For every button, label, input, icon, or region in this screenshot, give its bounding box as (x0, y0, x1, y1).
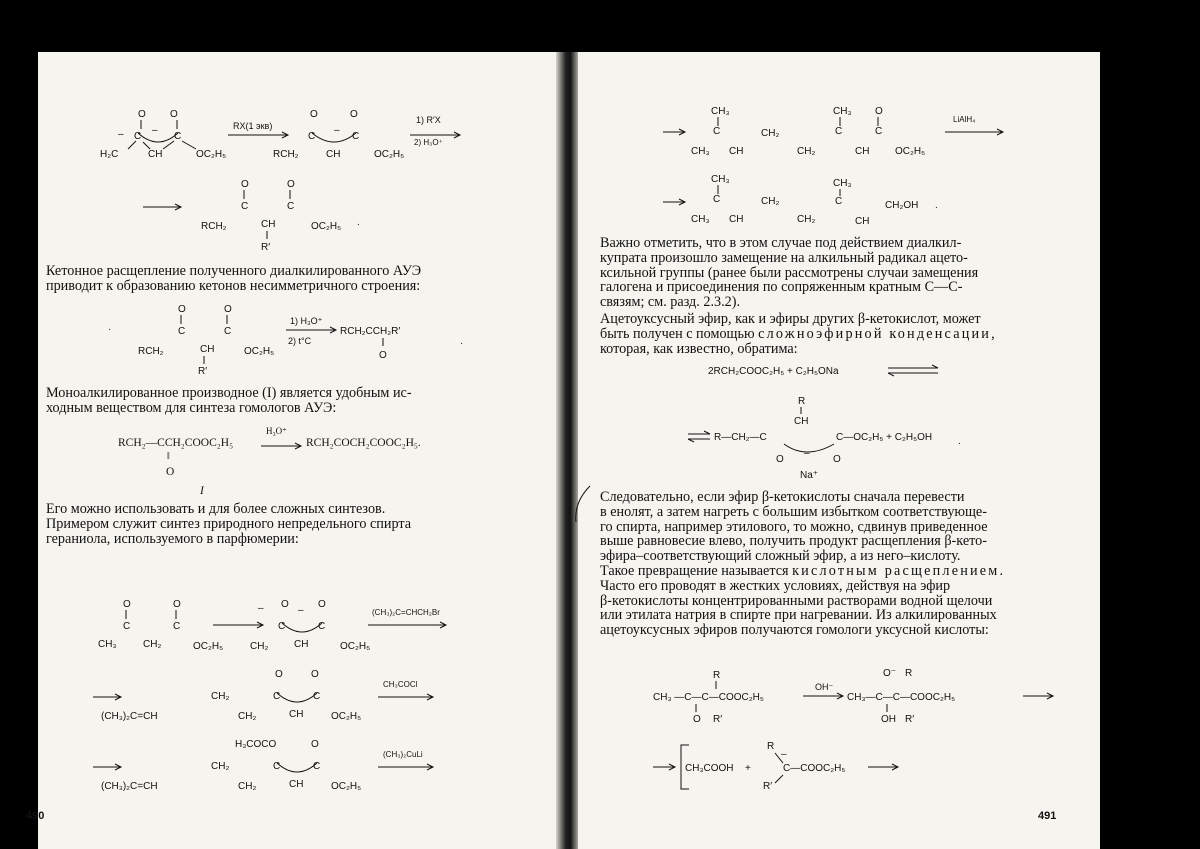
formula-reactant: RCH₂—CCH₂COOC₂H₅ (118, 437, 234, 449)
svg-text:OC₂H₅: OC₂H₅ (244, 346, 275, 357)
book-gutter (556, 52, 580, 849)
svg-text:O: O (350, 109, 358, 120)
paragraph-acetoacetic-ester (600, 312, 1080, 356)
svg-text:CH₂: CH₂ (250, 641, 269, 652)
svg-text:–: – (781, 749, 787, 760)
left-page (26, 52, 558, 849)
homolog-synthesis-formula (118, 426, 538, 507)
svg-text:.: . (357, 217, 360, 228)
svg-text:OC₂H₅: OC₂H₅ (374, 149, 405, 160)
svg-text:C: C (134, 131, 142, 142)
svg-text:CH₂: CH₂ (238, 781, 257, 792)
svg-text:CH₃: CH₃ (691, 146, 710, 157)
scheme-dialkylated-product (143, 177, 403, 252)
svg-text:C: C (273, 761, 281, 772)
svg-text:.: . (935, 200, 938, 211)
paragraph-monoalkyl: Моноалкилированное производное (I) является удобным ис- ходным веществом для синтеза гомологов АУЭ: (46, 385, 412, 416)
svg-text:CH₃: CH₃ (833, 178, 852, 189)
svg-text:O: O (833, 454, 841, 465)
svg-text:CH₃ —C—C—COOC₂H₅: CH₃ —C—C—COOC₂H₅ (653, 692, 764, 703)
svg-text:RCH₂: RCH₂ (201, 221, 227, 232)
svg-text:CH₃: CH₃ (98, 639, 117, 650)
svg-text:(CH₃)₂C=CH: (CH₃)₂C=CH (101, 711, 158, 722)
svg-text:O: O (875, 106, 883, 117)
svg-text:O: O (318, 599, 326, 610)
svg-text:H₃COCO: H₃COCO (235, 739, 277, 750)
scheme-geraniol-step4 (663, 102, 1083, 162)
svg-text:R′: R′ (905, 714, 915, 725)
svg-text:O⁻: O⁻ (883, 668, 897, 679)
svg-text:CH₃: CH₃ (691, 214, 710, 225)
svg-text:–: – (804, 448, 810, 459)
paragraph-acid-cleavage (600, 490, 1080, 638)
formula-product: RCH₂COCH₂COOC₂H₅. (306, 437, 421, 449)
svg-text:CH₂: CH₂ (797, 146, 816, 157)
compound-label-I: I (200, 485, 204, 497)
svg-text:C: C (273, 691, 281, 702)
svg-text:RCH₂: RCH₂ (273, 149, 299, 160)
svg-text:CH₂: CH₂ (238, 711, 257, 722)
svg-text:C: C (713, 194, 721, 205)
svg-text:OC₂H₅: OC₂H₅ (311, 221, 342, 232)
svg-text:O: O (170, 109, 178, 120)
aceto-text-end: , которая, как известно, обратима: (600, 325, 995, 357)
svg-text:–: – (258, 603, 264, 614)
svg-text:R: R (713, 670, 721, 681)
svg-text:CH₂: CH₂ (211, 761, 230, 772)
svg-text:OC₂H₅: OC₂H₅ (331, 711, 362, 722)
scheme-ketone-cleavage (108, 302, 538, 377)
svg-text:O: O (776, 454, 784, 465)
svg-text:R′: R′ (198, 366, 208, 377)
svg-text:OC₂H₅: OC₂H₅ (331, 781, 362, 792)
svg-text:R: R (905, 668, 913, 679)
svg-text:R′: R′ (763, 781, 773, 792)
svg-text:O: O (275, 669, 283, 680)
svg-text:O: O (310, 109, 318, 120)
carbonyl-bond: ‖ (167, 451, 170, 462)
svg-text:O: O (138, 109, 146, 120)
svg-text:O: O (178, 304, 186, 315)
svg-text:C: C (713, 126, 721, 137)
svg-text:CH₃COOH: CH₃COOH (685, 763, 734, 774)
svg-text:C: C (123, 621, 131, 632)
page-number-left: 490 (26, 810, 45, 822)
svg-text:OC₂H₅: OC₂H₅ (895, 146, 926, 157)
svg-text:CH: CH (729, 146, 744, 157)
scheme-ester-condensation (688, 362, 1088, 492)
svg-text:CH₃—C—C—COOC₂H₅: CH₃—C—C—COOC₂H₅ (847, 692, 956, 703)
svg-text:OC₂H₅: OC₂H₅ (196, 149, 227, 160)
svg-text:2RCH₂COOC₂H₅ + C₂H₅ONa: 2RCH₂COOC₂H₅ + C₂H₅ONa (708, 366, 839, 377)
paragraph-important-note: Важно отметить, что в этом случае под действием диалкил- купрата произошло замещение на алкильный радикал ацето- ксильной группы (ранее были рассмотрены случаи замещения галогена и присоединения по сопряженным кратным С—С- связям; см. разд. 2.3.2). (600, 235, 979, 311)
svg-text:R′: R′ (261, 242, 271, 253)
formula-arrow-label: H₃O⁺ (266, 426, 287, 436)
svg-text:1) R′X: 1) R′X (416, 115, 441, 125)
svg-text:C: C (875, 126, 883, 137)
svg-text:OH⁻: OH⁻ (815, 682, 834, 692)
svg-text:CH₂: CH₂ (761, 128, 780, 139)
svg-text:CH: CH (729, 214, 744, 225)
svg-text:·: · (460, 338, 464, 349)
svg-text:C—COOC₂H₅: C—COOC₂H₅ (783, 763, 846, 774)
svg-text:O: O (123, 599, 131, 610)
svg-text:CH: CH (294, 639, 309, 650)
paragraph-geraniol-intro: Его можно использовать и для более сложных синтезов. Примером служит синтез природного непредельного спирта гераниола, используемого в парфюмерии: (46, 501, 412, 547)
page-number-right: 491 (1038, 810, 1057, 822)
svg-text:O: O (311, 669, 319, 680)
svg-text:OC₂H₅: OC₂H₅ (193, 641, 224, 652)
svg-text:+: + (745, 763, 751, 774)
svg-text:O: O (241, 179, 249, 190)
svg-text:CH₃COCl: CH₃COCl (383, 680, 418, 689)
scheme-acid-cleavage-2 (653, 737, 1093, 797)
svg-text:OH: OH (881, 714, 896, 725)
svg-text:O: O (311, 739, 319, 750)
svg-text:(CH₃)₂C=CHCH₂Br: (CH₃)₂C=CHCH₂Br (372, 608, 440, 617)
svg-text:C—OC₂H₅ + C₂H₅OH: C—OC₂H₅ + C₂H₅OH (836, 432, 933, 443)
svg-text:CH: CH (289, 709, 304, 720)
svg-text:CH₂: CH₂ (761, 196, 780, 207)
acid-text-start: Следовательно, если эфир β-кетокислоты сначала перевести в енолят, а затем нагреть с большим избытком соответствующе- го спирта, например этилового, то можно, сдвинув приведенное выше равновесие влево, получить продукт расщепления β-кето- эфира–соответствующий сложный эфир, а из него–кислоту. Такое превращение называется (600, 489, 988, 579)
svg-text:C: C (318, 621, 326, 632)
formula-arrow (261, 442, 303, 450)
aceto-text-spaced: сложноэфирной конденсации (758, 325, 992, 342)
svg-text:OC₂H₅: OC₂H₅ (340, 641, 371, 652)
svg-text:O: O (693, 714, 701, 725)
svg-text:C: C (313, 691, 321, 702)
svg-text:CH: CH (855, 146, 870, 157)
svg-text:C: C (178, 326, 186, 337)
scheme-enolate-alkylation (98, 107, 538, 167)
scheme-acid-cleavage-1 (653, 664, 1093, 734)
scheme-geraniol-step2 (93, 667, 533, 727)
svg-text:C: C (835, 126, 843, 137)
svg-text:O: O (173, 599, 181, 610)
svg-text:CH₃: CH₃ (711, 106, 730, 117)
svg-text:LiAlH₄: LiAlH₄ (953, 115, 976, 124)
svg-text:C: C (224, 326, 232, 337)
svg-text:C: C (174, 131, 182, 142)
svg-text:R′: R′ (713, 714, 723, 725)
svg-text:CH: CH (289, 779, 304, 790)
scheme-geraniol-step1 (98, 597, 538, 657)
svg-text:Na⁺: Na⁺ (800, 470, 819, 481)
svg-text:CH₂: CH₂ (797, 214, 816, 225)
svg-text:C: C (287, 201, 295, 212)
svg-text:C: C (278, 621, 286, 632)
svg-text:–: – (298, 605, 304, 616)
svg-text:CH: CH (855, 216, 870, 227)
svg-text:(CH₃)₂CuLi: (CH₃)₂CuLi (383, 750, 423, 759)
svg-text:C: C (308, 131, 316, 142)
svg-text:2) t°C: 2) t°C (288, 336, 312, 346)
svg-text:CH: CH (794, 416, 809, 427)
svg-text:–: – (334, 125, 340, 136)
svg-text:(CH₃)₂C=CH: (CH₃)₂C=CH (101, 781, 158, 792)
svg-text:CH₃: CH₃ (833, 106, 852, 117)
svg-text:R: R (767, 741, 775, 752)
svg-text:H₂C: H₂C (100, 149, 119, 160)
svg-text:C: C (835, 196, 843, 207)
acid-text-spaced: кислотным расщеплением (792, 562, 1000, 579)
svg-text:O: O (379, 350, 387, 361)
svg-text:O: O (224, 304, 232, 315)
aceto-text-start: Ацетоуксусный эфир, как и эфиры других β-кетокислот, может быть получен с помощью (600, 311, 981, 342)
svg-text:CH₂: CH₂ (211, 691, 230, 702)
svg-text:CH: CH (200, 344, 215, 355)
svg-text:O: O (287, 179, 295, 190)
svg-text:RX(1 экв): RX(1 экв) (233, 121, 273, 131)
carbonyl-oxygen: O (166, 466, 175, 478)
right-page (578, 52, 1100, 849)
svg-text:C: C (313, 761, 321, 772)
svg-text:CH: CH (148, 149, 163, 160)
scheme-geraniol-product (663, 172, 1083, 232)
svg-text:2) H₃O⁺: 2) H₃O⁺ (414, 138, 443, 147)
svg-text:·: · (108, 324, 112, 335)
svg-text:R: R (798, 396, 806, 407)
svg-text:CH₃: CH₃ (711, 174, 730, 185)
svg-text:CH₂OH: CH₂OH (885, 200, 919, 211)
margin-mark (570, 484, 600, 524)
svg-text:RCH₂CCH₂R′: RCH₂CCH₂R′ (340, 326, 401, 337)
svg-text:O: O (281, 599, 289, 610)
svg-text:–: – (152, 125, 158, 136)
svg-text:–: – (118, 129, 124, 140)
svg-text:R—CH₂—C: R—CH₂—C (714, 432, 767, 443)
acid-text-end: . Часто его проводят в жестких условиях, действуя на эфир β-кетокислоты концентрированными растворами водной щелочи или этилата натрия в спирте при нагревании. Из алкилированных ацетоуксусных эфиров получаются гомологи уксусной кислоты: (600, 562, 1003, 639)
svg-text:CH₂: CH₂ (143, 639, 162, 650)
svg-text:RCH₂: RCH₂ (138, 346, 164, 357)
scheme-geraniol-step3 (93, 737, 533, 797)
paragraph-ketone-cleavage: Кетонное расщепление полученного диалкилированного АУЭ приводит к образованию кетонов несимметричного строения: (46, 263, 422, 294)
svg-text:C: C (352, 131, 360, 142)
svg-text:.: . (958, 436, 961, 447)
svg-text:C: C (241, 201, 249, 212)
svg-text:CH: CH (261, 219, 276, 230)
svg-text:CH: CH (326, 149, 341, 160)
svg-text:C: C (173, 621, 181, 632)
svg-text:1) H₃O⁺: 1) H₃O⁺ (290, 316, 323, 326)
